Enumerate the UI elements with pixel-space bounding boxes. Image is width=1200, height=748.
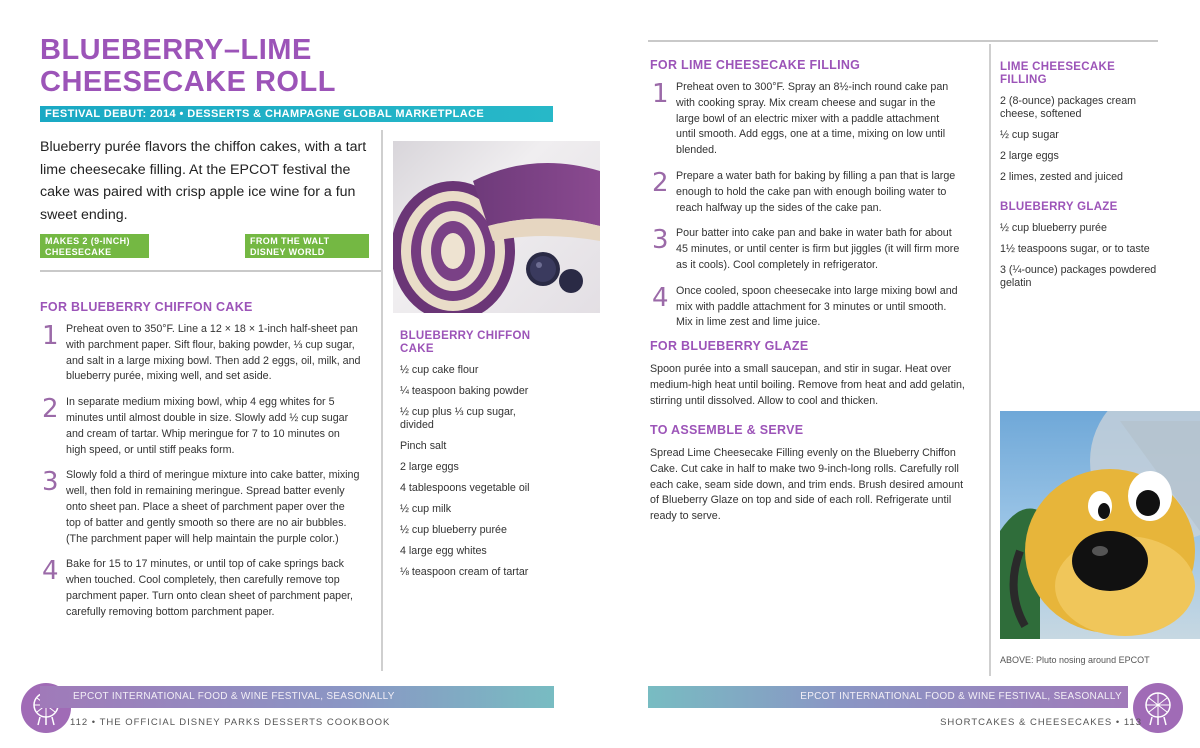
glaze-section-heading: FOR BLUEBERRY GLAZE: [650, 339, 809, 353]
divider-horizontal: [648, 40, 1158, 42]
step-item: [650, 80, 960, 159]
step-item: [650, 284, 960, 331]
cake-roll-photo: [393, 141, 600, 313]
step-text: Prepare a water bath for baking by filling a pan that is large enough to hold the cake pan with enough boiling water to reach halfway up the sides of the cake pan.: [676, 169, 956, 214]
glaze-instructions: Spoon purée into a small saucepan, and stir in sugar. Heat over medium-high heat until boiling. Remove from heat and add gelatin, stirring until dissolved. Allow to cool and thicken.: [650, 363, 965, 407]
chiffon-steps: [40, 322, 362, 631]
step-text: Preheat oven to 350°F. Line a 12 × 18 × 1-inch half-sheet pan with parchment paper. Sift flour, baking powder, ⅓ cup sugar, and salt in a large mixing bowl. Then add 2 eggs, oil, milk, and blueberry purée, mixing well, and set aside.: [66, 323, 361, 383]
footer-festival-bar: EPCOT INTERNATIONAL FOOD & WINE FESTIVAL, SEASONALLY: [40, 686, 554, 708]
ingredient-item: ½ cup plus ⅓ cup sugar, divided: [400, 406, 516, 431]
ingredient-item: 1½ teaspoons sugar, or to taste: [1000, 243, 1150, 255]
ingredient-item: ⅛ teaspoon cream of tartar: [400, 566, 529, 578]
lime-ingredients: [1000, 61, 1160, 184]
divider-vertical: [381, 130, 383, 671]
yield-tag-line2: CHEESECAKE ROLLS: [45, 247, 112, 268]
ingredient-list: [400, 364, 550, 579]
ingredient-item: ½ cup cake flour: [400, 364, 479, 376]
step-number: 2: [652, 167, 669, 198]
footer-festival-bar: EPCOT INTERNATIONAL FOOD & WINE FESTIVAL, SEASONALLY: [648, 686, 1128, 708]
step-item: [40, 557, 362, 620]
ingredient-item: 4 large egg whites: [400, 545, 487, 557]
yield-tag-line1: MAKES 2 (9-INCH): [45, 236, 130, 246]
page-folio: 112 • THE OFFICIAL DISNEY PARKS DESSERTS COOKBOOK: [70, 717, 391, 728]
step-item: [40, 322, 362, 385]
step-number: 4: [652, 282, 669, 313]
page-folio: SHORTCAKES & CHEESECAKES • 113: [940, 717, 1142, 728]
ingredient-item: ½ cup blueberry purée: [400, 524, 507, 536]
step-number: 4: [42, 556, 59, 587]
ingredient-item: 3 (¼-ounce) packages powdered gelatin: [1000, 264, 1157, 289]
step-number: 3: [42, 467, 59, 498]
assemble-section-heading: TO ASSEMBLE & SERVE: [650, 423, 804, 437]
chiffon-ingredients: [400, 330, 550, 579]
pluto-photo: [1000, 411, 1200, 639]
yield-tag: [40, 234, 149, 268]
lime-steps: [650, 80, 960, 341]
ingredient-item: 2 limes, zested and juiced: [1000, 171, 1123, 183]
ingredient-item: 2 large eggs: [400, 461, 459, 473]
ingredient-item: ¼ teaspoon baking powder: [400, 385, 529, 397]
lime-section-heading: FOR LIME CHEESECAKE FILLING: [650, 58, 861, 72]
step-number: 1: [42, 321, 59, 351]
glaze-ingredients: [1000, 201, 1160, 290]
step-item: [40, 395, 362, 458]
step-text: Bake for 15 to 17 minutes, or until top of cake springs back when touched. Cool completely, then carefully remove top parchment paper. Turn onto clean sheet of parchment paper, carefully removing bottom parchment paper.: [66, 558, 353, 618]
step-number: 1: [652, 79, 669, 109]
origin-tag-line1: FROM THE WALT: [250, 236, 330, 246]
step-text: Pour batter into cake pan and bake in water bath for about 45 minutes, or until center is firm but jiggles (it will firm more as it cools). Cool completely in refrigerator.: [676, 227, 960, 271]
ingredient-list: [1000, 222, 1160, 290]
step-item: [40, 468, 362, 547]
cake-roll-illustration: [393, 141, 600, 313]
divider-horizontal: [40, 270, 382, 272]
step-number: 2: [42, 394, 59, 425]
lime-ingredients-heading: LIME CHEESECAKE FILLING: [1000, 61, 1116, 86]
ingredient-item: 2 (8-ounce) packages cream cheese, softened: [1000, 95, 1137, 120]
chiffon-section-heading: FOR BLUEBERRY CHIFFON CAKE: [40, 300, 253, 314]
ingredient-item: 4 tablespoons vegetable oil: [400, 482, 530, 494]
origin-tag: [245, 234, 369, 268]
step-item: [650, 169, 960, 216]
origin-tag-line2: DISNEY WORLD RESORT: [250, 247, 325, 268]
recipe-title-line2: CHEESECAKE ROLL: [40, 66, 336, 98]
ingredient-item: ½ cup sugar: [1000, 129, 1059, 141]
pluto-illustration: [1000, 411, 1200, 639]
ingredient-item: Pinch salt: [400, 440, 447, 452]
ingredient-list: [1000, 95, 1160, 184]
recipe-title-line1: BLUEBERRY–LIME: [40, 34, 312, 66]
ingredient-item: ½ cup milk: [400, 503, 452, 515]
step-text: Once cooled, spoon cheesecake into large mixing bowl and mix with paddle attachment for 3 minutes or until smooth. Mix in lime zest and lime juice.: [676, 284, 958, 329]
recipe-intro: Blueberry purée flavors the chiffon cakes, with a tart lime cheesecake filling. At the EPCOT festival the cake was paired with crisp apple ice wine for a fun sweet ending.: [40, 139, 367, 223]
photo-caption: ABOVE: Pluto nosing around EPCOT: [1000, 655, 1150, 665]
glaze-ingredients-heading: BLUEBERRY GLAZE: [1000, 201, 1118, 213]
divider-vertical: [989, 44, 991, 676]
chiffon-ingredients-heading: BLUEBERRY CHIFFON CAKE: [400, 330, 531, 355]
ingredient-item: 2 large eggs: [1000, 150, 1059, 162]
step-item: [650, 226, 960, 273]
recipe-title: [40, 34, 370, 98]
ingredient-item: ½ cup blueberry purée: [1000, 222, 1107, 234]
festival-debut-bar: FESTIVAL DEBUT: 2014 • DESSERTS & CHAMPAGNE GLOBAL MARKETPLACE: [40, 106, 553, 122]
assemble-instructions: Spread Lime Cheesecake Filling evenly on the Blueberry Chiffon Cake. Cut cake in half to make two 9-inch-long rolls. Carefully roll each cake, seam side down, and trim ends. Brush desired amount of Blueberry Glaze on top and side of each roll. Refrigerate until ready to serve.: [650, 447, 964, 523]
step-text: Slowly fold a third of meringue mixture into cake batter, mixing well, then fold in remaining meringue. Spread batter evenly onto sheet pan. Place a sheet of parchment paper over the top of batter and gently smooth so there are no air bubbles. (The parchment paper will help maintain the purple color.): [66, 469, 360, 545]
step-number: 3: [652, 225, 669, 256]
step-text: Preheat oven to 300°F. Spray an 8½-inch round cake pan with cooking spray. Mix cream cheese and sugar in the large bowl of an electric mixer with a paddle attachment until smooth. Add eggs, one at a time, mixing on low until blended.: [676, 81, 949, 157]
step-text: In separate medium mixing bowl, whip 4 egg whites for 5 minutes until almost double in size. Slowly add ½ cup sugar and cream of tartar. Whip meringue for 7 to 10 minutes on high speed, or until stiff peaks form.: [66, 396, 349, 456]
